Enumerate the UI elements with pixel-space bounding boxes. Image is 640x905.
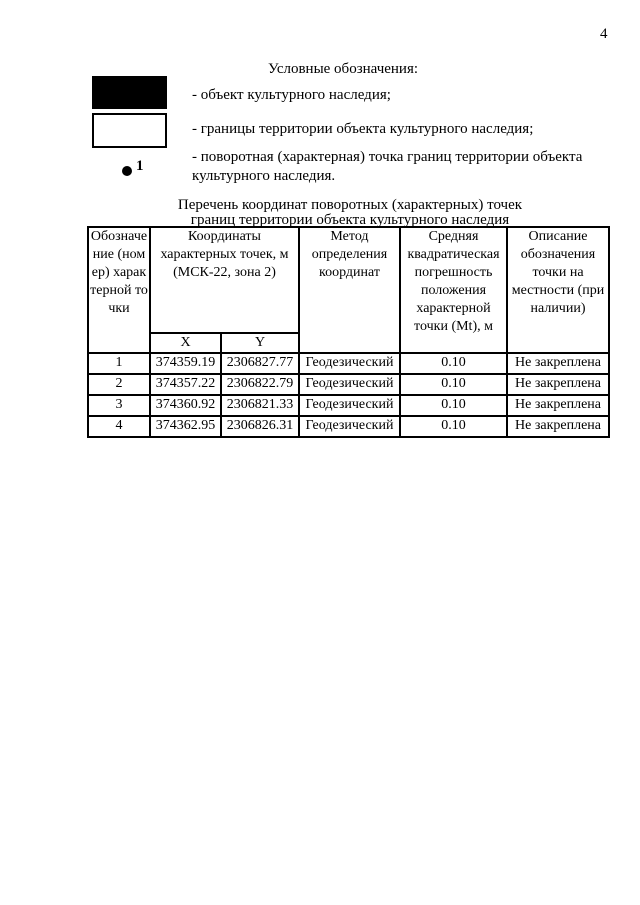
legend-item-turning-point: - поворотная (характерная) точка границ территории объекта культурного наследия. bbox=[192, 149, 583, 184]
cell-number: 3 bbox=[88, 395, 150, 416]
cell-y: 2306826.31 bbox=[221, 416, 299, 437]
cell-y: 2306821.33 bbox=[221, 395, 299, 416]
coordinates-table bbox=[87, 226, 610, 438]
header-coordinates: Координаты характерных точек, м (МСК-22, зона 2) bbox=[150, 227, 299, 333]
header-x: X bbox=[150, 333, 221, 353]
cell-x: 374360.92 bbox=[150, 395, 221, 416]
header-mean-error: Средняя квадратическая погрешность положения характерной точки (Mt), м bbox=[400, 227, 507, 353]
heritage-object-symbol bbox=[92, 76, 167, 109]
cell-description: Не закреплена bbox=[507, 374, 609, 395]
header-description: Описание обозначения точки на местности (при наличии) bbox=[507, 227, 609, 353]
cell-y: 2306822.79 bbox=[221, 374, 299, 395]
cell-error: 0.10 bbox=[400, 416, 507, 437]
cell-x: 374359.19 bbox=[150, 353, 221, 374]
cell-description: Не закреплена bbox=[507, 353, 609, 374]
cell-number: 2 bbox=[88, 374, 150, 395]
cell-error: 0.10 bbox=[400, 395, 507, 416]
table-row bbox=[88, 395, 609, 416]
legend-title: Условные обозначения: bbox=[268, 61, 419, 77]
header-y: Y bbox=[221, 333, 299, 353]
header-point-number: Обозначение (номер) характерной точки bbox=[88, 227, 150, 353]
cell-y: 2306827.77 bbox=[221, 353, 299, 374]
cell-error: 0.10 bbox=[400, 353, 507, 374]
cell-error: 0.10 bbox=[400, 374, 507, 395]
table-row bbox=[88, 353, 609, 374]
table-row bbox=[88, 416, 609, 437]
cell-description: Не закреплена bbox=[507, 416, 609, 437]
point-dot-icon bbox=[122, 166, 132, 176]
cell-method: Геодезический bbox=[299, 416, 400, 437]
list-title-line-2: границ территории объекта культурного наследия bbox=[190, 212, 510, 228]
cell-method: Геодезический bbox=[299, 353, 400, 374]
territory-boundary-symbol bbox=[92, 113, 167, 148]
legend-item-heritage-object: - объект культурного наследия; bbox=[192, 87, 391, 103]
cell-method: Геодезический bbox=[299, 374, 400, 395]
cell-description: Не закреплена bbox=[507, 395, 609, 416]
legend-item-territory-boundary: - границы территории объекта культурного наследия; bbox=[192, 121, 534, 137]
page-number: 4 bbox=[600, 26, 608, 42]
coordinates-list-title bbox=[150, 198, 550, 228]
turning-point-symbol bbox=[122, 160, 152, 180]
cell-x: 374357.22 bbox=[150, 374, 221, 395]
list-title-line-1: Перечень координат поворотных (характерных) точек bbox=[177, 197, 523, 213]
cell-number: 4 bbox=[88, 416, 150, 437]
table-row bbox=[88, 374, 609, 395]
cell-number: 1 bbox=[88, 353, 150, 374]
header-method: Метод определения координат bbox=[299, 227, 400, 353]
point-marker-label: 1 bbox=[136, 158, 144, 174]
cell-method: Геодезический bbox=[299, 395, 400, 416]
cell-x: 374362.95 bbox=[150, 416, 221, 437]
